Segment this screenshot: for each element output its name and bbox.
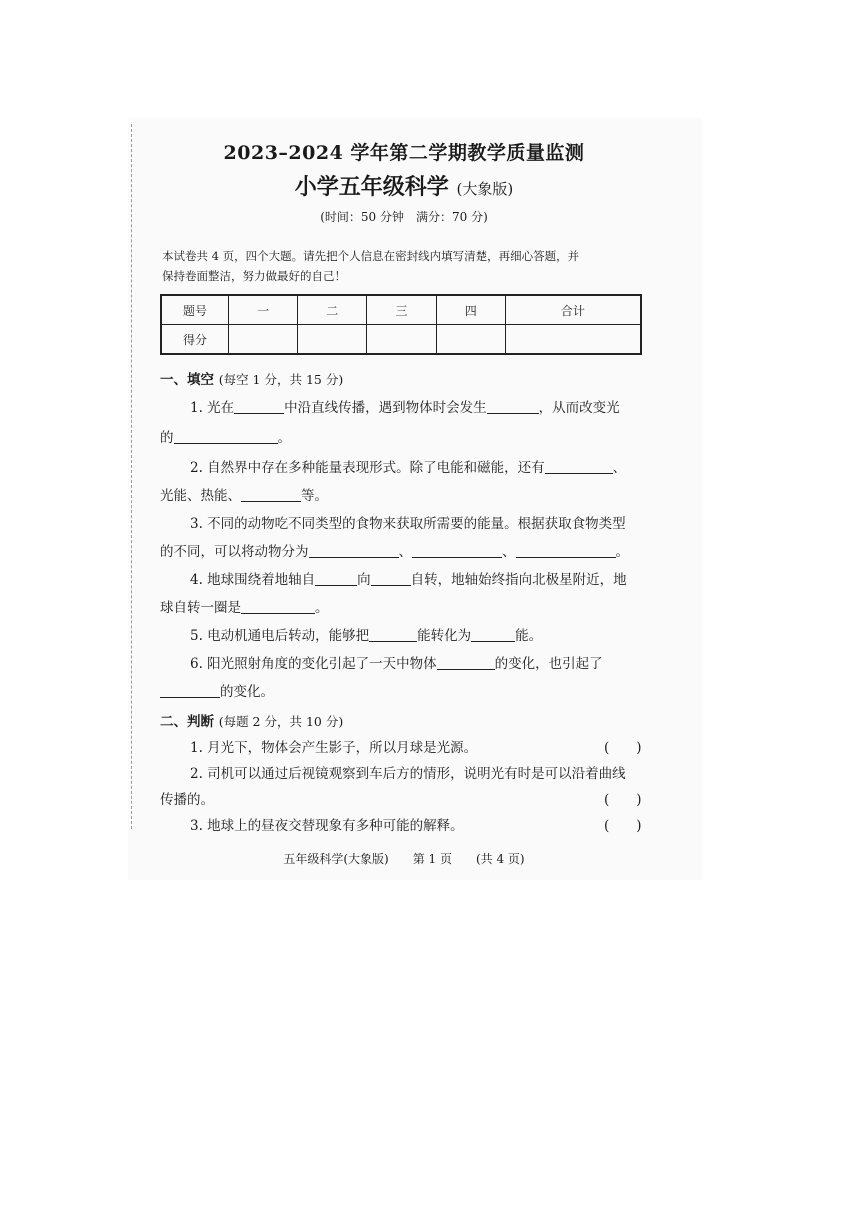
score-table-score-row bbox=[161, 325, 641, 355]
q3-text-b: 的不同，可以将动物分为 bbox=[160, 544, 309, 560]
q5-text-c: 能。 bbox=[515, 628, 543, 644]
q2-text-a: 2. 自然界中存在多种能量表现形式。除了电能和磁能，还有 bbox=[190, 460, 545, 476]
question-3-line2 bbox=[160, 540, 629, 560]
question-6-line2 bbox=[160, 680, 274, 700]
q4-blank-3[interactable] bbox=[241, 599, 315, 614]
score-cell-label: 题号 bbox=[161, 295, 229, 325]
question-2-line2 bbox=[160, 484, 328, 504]
q4-text-d: 球自转一圈是 bbox=[160, 600, 241, 616]
subject-name: 小学五年级科学 bbox=[294, 174, 449, 200]
instructions-line1: 本试卷共 4 页，四个大题。请先把个人信息在密封线内填写清楚，再细心答题，并 bbox=[162, 249, 580, 263]
edition-label: (大象版) bbox=[456, 180, 514, 198]
instructions-line2: 保持卷面整洁，努力做最好的自己！ bbox=[162, 269, 346, 283]
q3-text-a: 3. 不同的动物吃不同类型的食物来获取所需要的能量。根据获取食物类型 bbox=[190, 516, 626, 532]
page-footer: 五年级科学(大象版) 第 1 页 (共 4 页) bbox=[283, 852, 525, 866]
question-5 bbox=[190, 624, 542, 644]
judge-answer-2[interactable]: ( ) bbox=[604, 792, 642, 808]
score-cell-1: 一 bbox=[229, 295, 298, 325]
q1-blank-3[interactable] bbox=[174, 429, 278, 444]
score-input-2[interactable] bbox=[298, 325, 367, 355]
score-input-total[interactable] bbox=[505, 325, 641, 355]
judge-question-2-line1: 2. 司机可以通过后视镜观察到车后方的情形，说明光有时是可以沿着曲线 bbox=[190, 766, 626, 782]
q1-text-b: 中沿直线传播，遇到物体时会发生 bbox=[284, 400, 487, 416]
q1-text-e: 。 bbox=[277, 430, 291, 446]
q6-blank-2[interactable] bbox=[160, 683, 220, 698]
q4-text-b: 向 bbox=[357, 572, 371, 588]
q1-blank-1[interactable] bbox=[234, 399, 284, 414]
exam-title: 2023–2024 学年第二学期教学质量监测 bbox=[223, 142, 585, 164]
score-cell-4: 四 bbox=[436, 295, 505, 325]
q1-blank-2[interactable] bbox=[487, 399, 539, 414]
q4-blank-2[interactable] bbox=[371, 571, 411, 586]
q2-text-d: 等。 bbox=[301, 488, 328, 504]
q6-blank-1[interactable] bbox=[437, 655, 495, 670]
judge-answer-1[interactable]: ( ) bbox=[604, 740, 642, 756]
section1-title: 一、填空 bbox=[160, 372, 214, 388]
q5-text-a: 5. 电动机通电后转动，能够把 bbox=[190, 628, 370, 644]
q6-text-a: 6. 阳光照射角度的变化引起了一天中物体 bbox=[190, 656, 437, 672]
score-table bbox=[160, 294, 642, 355]
q3-text-e: 。 bbox=[615, 544, 629, 560]
score-cell-3: 三 bbox=[367, 295, 436, 325]
q6-text-c: 的变化。 bbox=[220, 684, 274, 700]
judge-answer-3[interactable]: ( ) bbox=[604, 818, 642, 834]
q1-text-d: 的 bbox=[160, 430, 174, 446]
q3-text-d: 、 bbox=[502, 544, 516, 560]
section2-title: 二、判断 bbox=[160, 714, 214, 730]
score-input-4[interactable] bbox=[436, 325, 505, 355]
q1-text-a: 1. 光在 bbox=[190, 400, 235, 416]
q3-text-c: 、 bbox=[398, 544, 412, 560]
score-cell-total: 合计 bbox=[505, 295, 641, 325]
q2-text-c: 光能、热能、 bbox=[160, 488, 241, 504]
score-table-header-row bbox=[161, 295, 641, 325]
q2-blank-1[interactable] bbox=[545, 459, 613, 474]
q2-text-b: 、 bbox=[612, 460, 627, 476]
q3-blank-3[interactable] bbox=[516, 543, 616, 558]
score-row-label: 得分 bbox=[161, 325, 229, 355]
q4-text-a: 4. 地球围绕着地轴自 bbox=[190, 572, 316, 588]
score-input-3[interactable] bbox=[367, 325, 436, 355]
time-score-info: (时间：50 分钟 满分：70 分) bbox=[320, 210, 488, 224]
q1-text-c: ，从而改变光 bbox=[538, 400, 620, 416]
q4-text-c: 自转，地轴始终指向北极星附近，地 bbox=[410, 572, 627, 588]
judge-question-3: 3. 地球上的昼夜交替现象有多种可能的解释。 bbox=[190, 818, 464, 834]
question-1-line1 bbox=[190, 396, 620, 416]
score-cell-2: 二 bbox=[298, 295, 367, 325]
seal-line bbox=[131, 124, 132, 829]
q3-blank-2[interactable] bbox=[412, 543, 502, 558]
q6-text-b: 的变化，也引起了 bbox=[494, 656, 603, 672]
q3-blank-1[interactable] bbox=[309, 543, 399, 558]
question-4-line2 bbox=[160, 596, 329, 616]
q5-blank-2[interactable] bbox=[471, 627, 515, 642]
question-2-line1 bbox=[190, 456, 626, 476]
q5-text-b: 能转化为 bbox=[417, 628, 472, 644]
question-4-line1 bbox=[190, 568, 627, 588]
section1-note: (每空 1 分，共 15 分) bbox=[218, 372, 344, 387]
section1-heading bbox=[160, 368, 343, 388]
q2-blank-2[interactable] bbox=[241, 487, 301, 502]
q4-text-e: 。 bbox=[315, 600, 329, 616]
score-input-1[interactable] bbox=[229, 325, 298, 355]
q5-blank-1[interactable] bbox=[369, 627, 417, 642]
question-6-line1 bbox=[190, 652, 603, 672]
section2-heading bbox=[160, 710, 343, 730]
exam-subject-title bbox=[0, 170, 808, 201]
section2-note: (每题 2 分，共 10 分) bbox=[218, 714, 344, 729]
judge-question-2-line2: 传播的。 bbox=[160, 792, 214, 808]
question-1-line2 bbox=[160, 426, 291, 446]
judge-question-1: 1. 月光下，物体会产生影子，所以月球是光源。 bbox=[190, 740, 478, 756]
question-3-line1 bbox=[190, 512, 626, 532]
q4-blank-1[interactable] bbox=[315, 571, 357, 586]
